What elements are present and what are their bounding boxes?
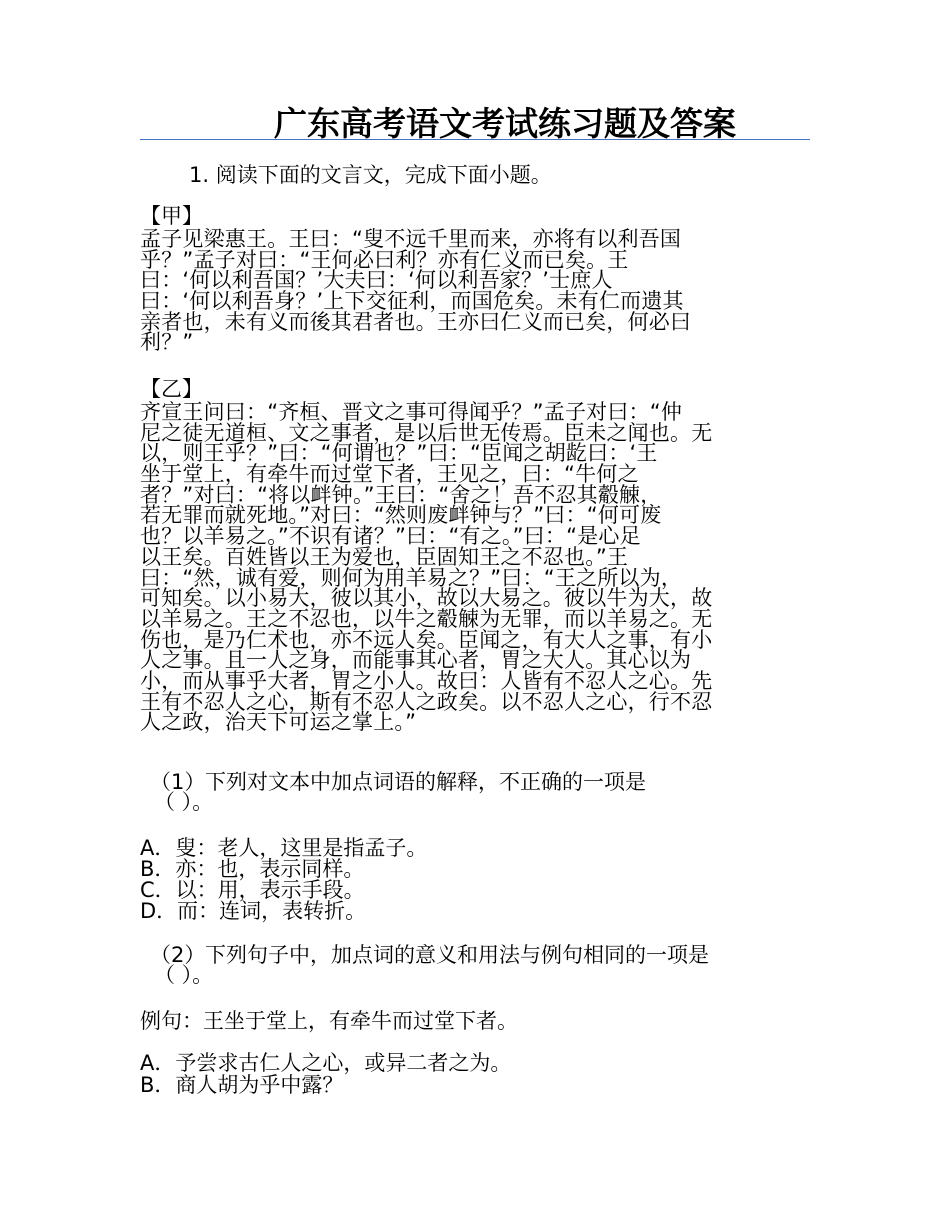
passage-line: 以王矣。百姓皆以王为爱也，臣固知王之不忍也。”王 [140,544,629,569]
option-b: B．商人胡为乎中露？ [140,1073,344,1097]
passage-line: 人之事。且一人之身，而能事其心者，胃之大人。其心以为 [140,648,692,673]
question-number: （2） [150,943,206,967]
option-c: C．以：用，表示手段。 [140,878,365,902]
passage-line: 齐宣王问曰：“齐桓、晋文之事可得闻乎？”孟子对曰：“仲 [140,400,683,424]
question-intro: 1. 阅读下面的文言文，完成下面小题。 [189,163,552,187]
passage-line: 以羊易之。王之不忍也，以牛之觳觫为无罪，而以羊易之。无 [140,606,713,631]
option-a: A．予尝求古仁人之心，或异二者之为。 [140,1051,512,1075]
passage-line: 曰：“然，诚有爱，则何为用羊易之？”曰：“王之所以为， [140,565,683,590]
example-sentence: 例句：王坐于堂上，有牵牛而过堂下者。 [140,1009,518,1033]
passage-line: 也？以羊易之。”不识有诸？”曰：“有之。”曰：“是心足 [140,524,641,549]
title-underline [140,139,810,140]
passage-line: 乎？”孟子对曰：“王何必曰利？亦有仁义而已矣。王 [140,247,629,272]
question-text: 下列句子中，加点词的意义和用法与例句相同的一项是 [205,943,709,967]
passage-line: 孟子见梁惠王。王曰：“叟不远千里而来，亦将有以利吾国 [140,227,682,251]
answer-blank: （ ）。 [154,790,214,814]
passage-jia [140,229,812,353]
passage-line: 亲者也，未有义而後其君者也。王亦曰仁义而已矣，何必曰 [140,309,692,334]
document-title: 广东高考语文考试练习题及答案 [274,104,736,143]
passage-line: 可知矣。以小易大，彼以其小，故以大易之。彼以牛为大，故 [140,586,713,611]
passage-line: 利？” [140,330,194,355]
question-number: （1） [150,770,206,794]
option-d: D．而：连词，表转折。 [140,899,367,923]
passage-line: 伤也，是乃仁术也，亦不远人矣。臣闻之，有大人之事，有小 [140,627,713,652]
passage-line: 曰：‘何以利吾国？’大夫曰：‘何以利吾家？’士庶人 [140,268,613,293]
passage-line: 曰：‘何以利吾身？’上下交征利，而国危矣。未有仁而遗其 [140,289,684,314]
question-text: 下列对文本中加点词语的解释，不正确的一项是 [205,770,646,794]
answer-blank: （ ）。 [154,963,214,987]
option-a: A．叟：老人，这里是指孟子。 [140,836,428,860]
passage-line: 若无罪而就死地。”对曰：“然则废衅钟与？”曰：“何可废 [140,503,662,528]
section-label-jia: 【甲】 [140,204,203,228]
passage-yi [140,402,812,733]
option-b: B．亦：也，表示同样。 [140,857,365,881]
passage-line: 以，则王乎？”曰：“何谓也？”曰：“臣闻之胡龁曰：‘王 [140,441,658,466]
passage-line: 人之政，治天下可运之掌上。” [140,710,417,735]
passage-line: 尼之徒无道桓、文之事者，是以后世无传焉。臣未之闻也。无 [140,420,713,445]
passage-line: 坐于堂上，有牵牛而过堂下者，王见之，曰：“牛何之 [140,462,639,487]
section-label-yi: 【乙】 [140,377,203,401]
passage-line: 王有不忍人之心，斯有不忍人之政矣。以不忍人之心，行不忍 [140,689,713,714]
passage-line: 者？”对曰：“将以衅钟。”王曰：“舍之！吾不忍其觳觫， [140,482,662,507]
passage-line: 小，而从事乎大者，胃之小人。故曰：人皆有不忍人之心。先 [140,668,713,693]
